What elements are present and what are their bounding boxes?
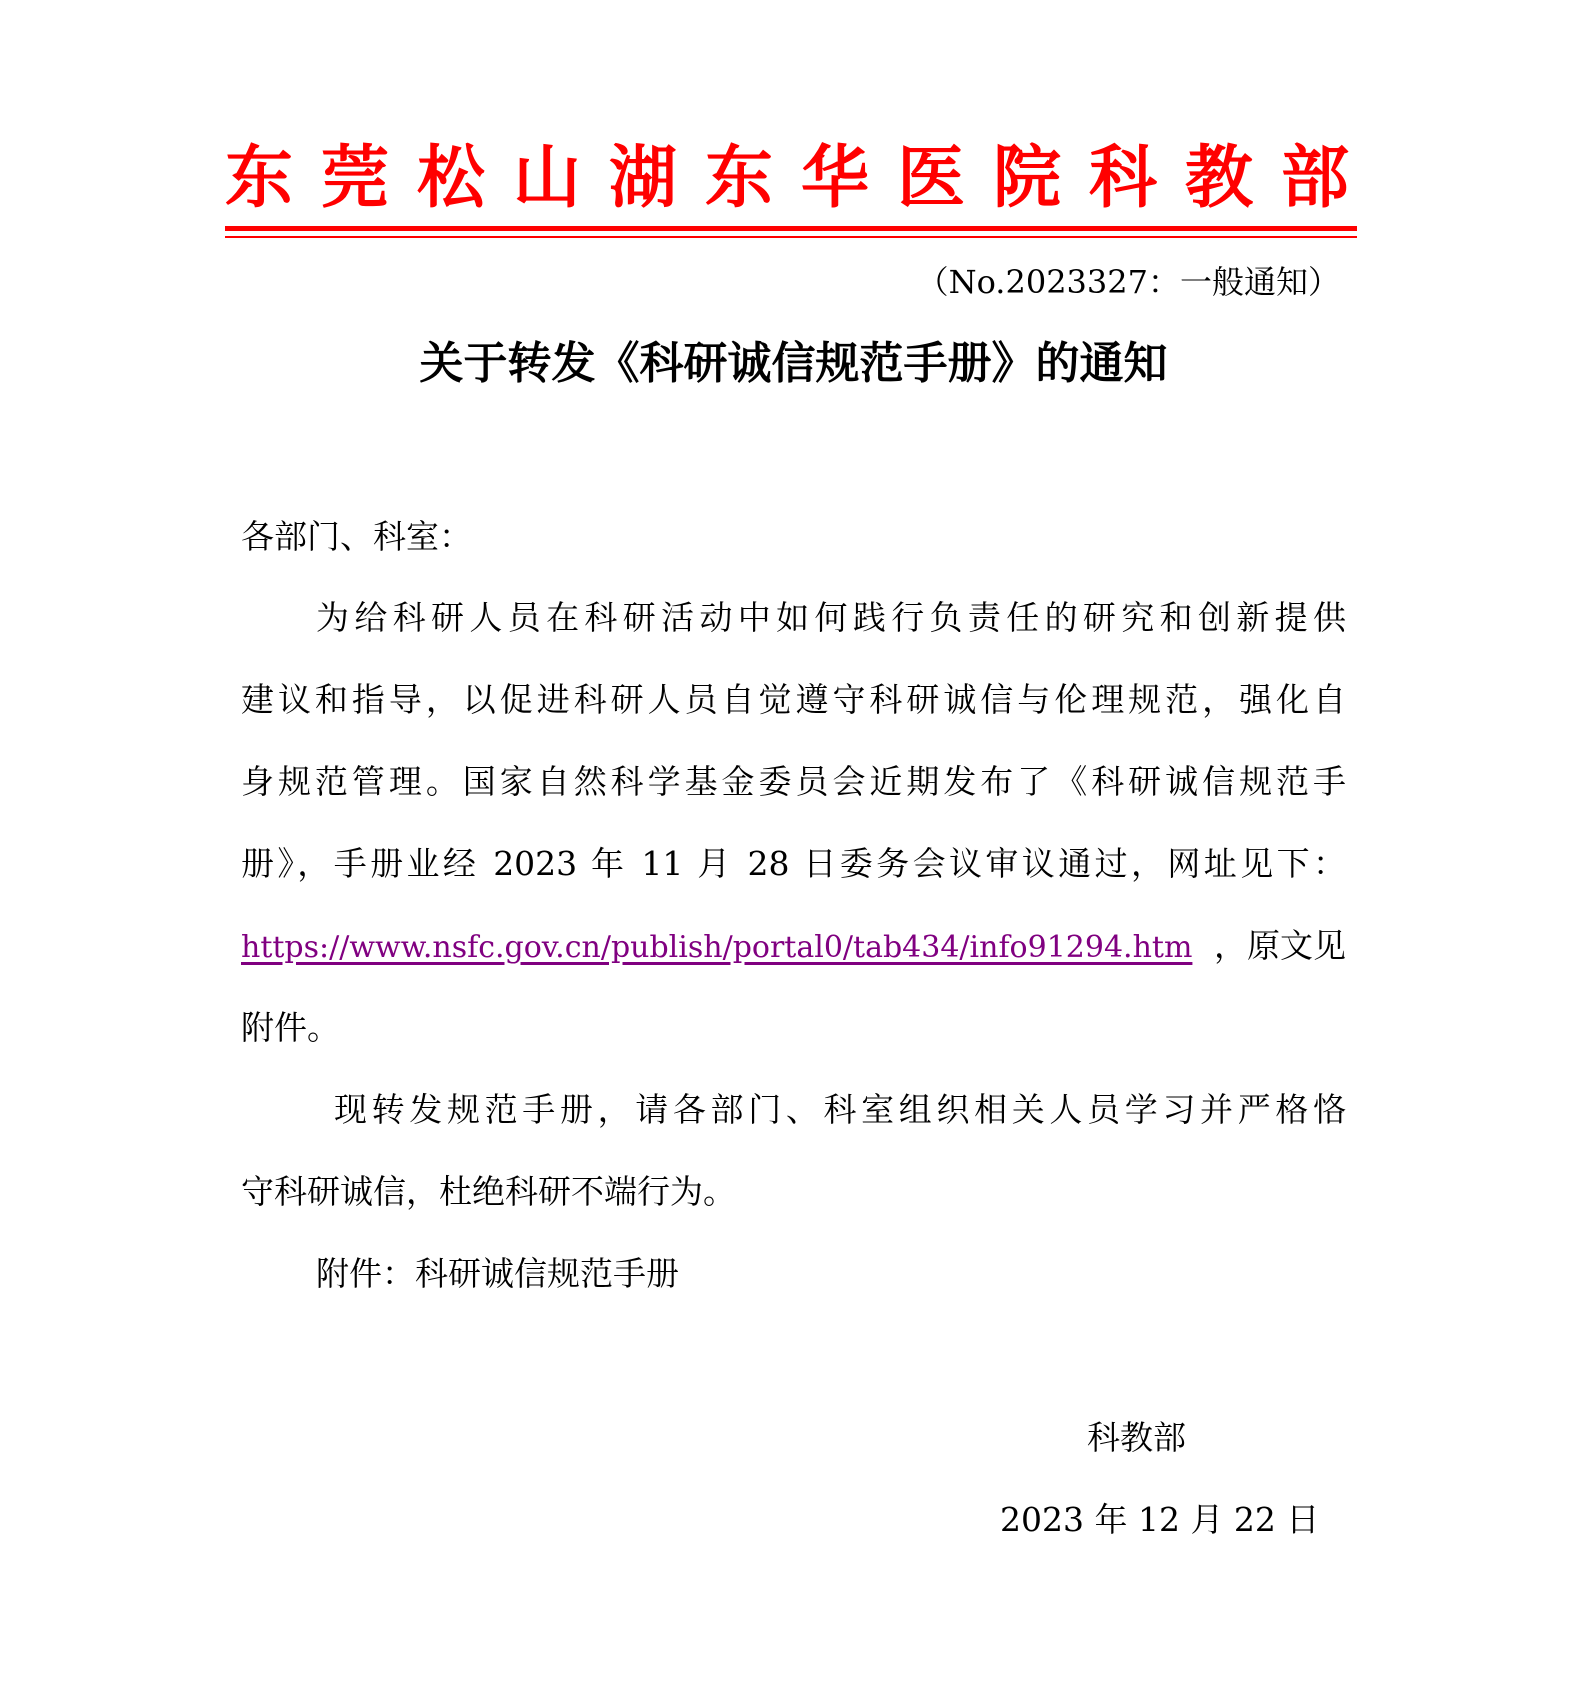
salutation: 各部门、科室： bbox=[241, 517, 472, 556]
document-number: （No.2023327：一般通知） bbox=[916, 263, 1340, 301]
attachment-line: 附件：科研诚信规范手册 bbox=[316, 1254, 679, 1293]
nsfc-url-link[interactable]: https://www.nsfc.gov.cn/publish/portal0/tab434/info91294.htm bbox=[241, 930, 1193, 965]
paragraph-1-line-1: 为给科研人员在科研活动中如何践行负责任的研究和创新提供 bbox=[316, 598, 1346, 637]
header-rule-thick bbox=[225, 226, 1357, 231]
paragraph-1-line-2: 建议和指导，以促进科研人员自觉遵守科研诚信与伦理规范，强化自 bbox=[241, 680, 1346, 719]
paragraph-1-line-3: 身规范管理。国家自然科学基金委员会近期发布了《科研诚信规范手 bbox=[241, 762, 1346, 801]
notice-title: 关于转发《科研诚信规范手册》的通知 bbox=[419, 338, 1168, 389]
url-suffix-text: ，原文见 bbox=[1214, 926, 1346, 965]
signature-department: 科教部 bbox=[1087, 1418, 1186, 1457]
paragraph-1-line-5 bbox=[241, 921, 1346, 973]
paragraph-1-line-6: 附件。 bbox=[241, 1008, 340, 1047]
organization-header: 东莞松山湖东华医院科教部 bbox=[225, 138, 1378, 218]
paragraph-1-line-4: 册》，手册业经 2023 年 11 月 28 日委务会议审议通过，网址见下： bbox=[241, 844, 1346, 883]
header-rule-thin bbox=[225, 236, 1357, 238]
paragraph-2-line-1: 现转发规范手册，请各部门、科室组织相关人员学习并严格恪 bbox=[334, 1090, 1346, 1129]
signature-date: 2023 年 12 月 22 日 bbox=[1000, 1500, 1320, 1539]
paragraph-2-line-2: 守科研诚信，杜绝科研不端行为。 bbox=[241, 1172, 736, 1211]
